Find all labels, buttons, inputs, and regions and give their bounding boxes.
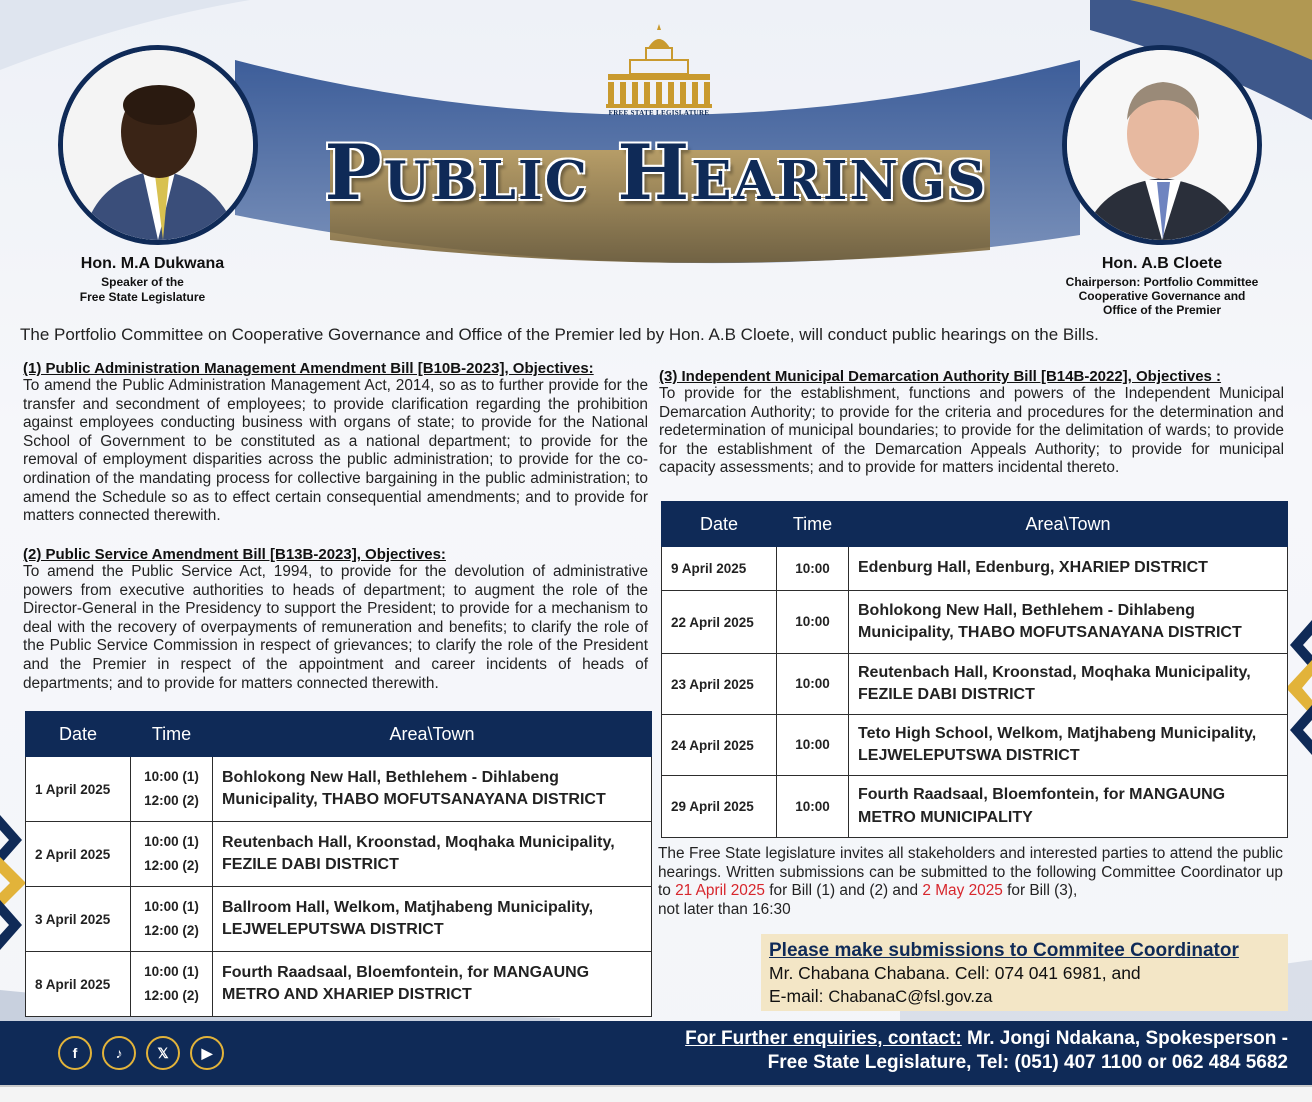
speaker-name: Hon. M.A Dukwana (80, 255, 225, 272)
cell-time (131, 757, 213, 822)
time-slot-2: 12:00 (2) (144, 988, 199, 1003)
legislature-crest-logo (600, 22, 718, 120)
x-icon[interactable]: 𝕏 (146, 1036, 180, 1070)
cell-date: 2 April 2025 (26, 822, 131, 887)
time-slot-1: 10:00 (1) (144, 964, 199, 979)
cell-time (131, 952, 213, 1017)
cell-time: 10:00 (777, 547, 849, 591)
bill-1-text: To amend the Public Administration Management Act, 2014, so as to further provide for the transfer and secondment of employees; to provide clarification regarding the prohibition against employees conducting business with organs of state; to provide for the National School of Government to be constituted as a national department; to provide for the removal of employment disparities across the public administration; to provide for the co-ordination of the mandating process for collective bargaining in the public administration; to amend the Schedule so as to effect certain consequential amendments; and to provide for matters connected therewith. (23, 377, 648, 525)
speaker-role-line1: Speaker of the (101, 275, 184, 289)
table-header-row (26, 712, 652, 757)
cell-area (213, 757, 652, 822)
cell-date: 23 April 2025 (662, 654, 777, 715)
area-line-2: FEZILE DABI DISTRICT (858, 686, 1035, 703)
bill-2-title: (2) Public Service Amendment Bill [B13B-2023], Objectives: (23, 546, 446, 563)
cell-area (213, 952, 652, 1017)
area-line-1: Reutenbach Hall, Kroonstad, Moqhaka Municipality, (858, 663, 1251, 681)
cell-time: 10:00 (777, 776, 849, 838)
time-slot-1: 10:00 (1) (144, 769, 199, 784)
table-row (26, 757, 652, 822)
cell-date: 1 April 2025 (26, 757, 131, 822)
table-row (26, 887, 652, 952)
crest-caption: FREE STATE LEGISLATURE (608, 109, 710, 117)
footer-contact-line-1 (685, 1028, 1288, 1050)
area-line-1: Ballroom Hall, Welkom, Matjhabeng Municipality, (222, 898, 594, 916)
facebook-icon[interactable]: f (58, 1036, 92, 1070)
cell-date: 8 April 2025 (26, 952, 131, 1017)
time-slot-1: 10:00 (1) (144, 899, 199, 914)
schedule-table-1 (25, 711, 652, 1017)
footer-strip (0, 1085, 1312, 1102)
area-line-2: LEJWELEPUTSWA DISTRICT (222, 921, 444, 938)
chairperson-role-line2: Cooperative Governance and (1078, 289, 1246, 303)
time-slot-2: 12:00 (2) (144, 793, 199, 808)
cell-area (213, 822, 652, 887)
tiktok-icon[interactable]: ♪ (102, 1036, 136, 1070)
cell-area (849, 591, 1288, 654)
area-line-1: Bohlokong New Hall, Bethlehem - Dihlabeng (222, 768, 559, 786)
area-line-1: Fourth Raadsaal, Bloemfontein, for MANGAUNG (858, 786, 1226, 803)
area-line-1: Fourth Raadsaal, Bloemfontein, for MANGAUNG (222, 963, 590, 981)
invitation-part-2: for Bill (1) and (2) and (764, 882, 923, 900)
footer-label: For Further enquiries, contact: (685, 1028, 962, 1049)
time-slot-2: 12:00 (2) (144, 858, 199, 873)
cell-time (131, 822, 213, 887)
header-area: Area\Town (213, 712, 652, 757)
header-area: Area\Town (849, 502, 1288, 547)
header-date: Date (662, 502, 777, 547)
bill-3-title: (3) Independent Municipal Demarcation Authority Bill [B14B-2022], Objectives : (659, 368, 1222, 385)
area-line-2: Municipality, THABO MOFUTSANAYANA DISTRICT (858, 624, 1242, 641)
header-time: Time (777, 502, 849, 547)
bill-2-section (23, 546, 648, 693)
time-slot-2: 12:00 (2) (144, 923, 199, 938)
invitation-part-1: The Free State legislature invites all stakeholders and interested parties to attend the public hearings. Written submissions can be submitted to the following Committee Coordinator up to (658, 845, 1283, 900)
cell-time (131, 887, 213, 952)
cell-area (849, 654, 1288, 715)
area-line-2: LEJWELEPUTSWA DISTRICT (858, 747, 1080, 764)
bill-2-text: To amend the Public Service Act, 1994, to provide for the devolution of administrative powers from executive authorities to heads of department; to augment the role of the Director-General in the Presidency to support the President; to provide for a mechanism to deal with the recovery of overpayments of remuneration and benefits; to clarify the role of the Public Service Commission in respect of grievances; to clarify the role of the President and the Premier in respect of the appointment and career incidents of heads of departments; and to provide for matters connected therewith. (23, 563, 648, 692)
bill-1-section (23, 360, 648, 526)
coordinator-contact: Mr. Chabana Chabana. Cell: 074 041 6981, and (769, 963, 1141, 983)
header-date: Date (26, 712, 131, 757)
cell-date: 3 April 2025 (26, 887, 131, 952)
time-slot-1: 10:00 (1) (144, 834, 199, 849)
area-line-1: Teto High School, Welkom, Matjhabeng Municipality, (858, 724, 1257, 742)
table-row (662, 654, 1288, 715)
table-row (26, 822, 652, 887)
bill-3-section (659, 368, 1284, 478)
area-line-2: Municipality, THABO MOFUTSANAYANA DISTRICT (222, 791, 606, 808)
chairperson-role-line1: Chairperson: Portfolio Committee (1065, 275, 1259, 289)
cell-date: 9 April 2025 (662, 547, 777, 591)
invitation-part-4: not later than 16:30 (658, 900, 791, 918)
schedule-table-2 (661, 501, 1288, 838)
table-row (662, 591, 1288, 654)
invitation-part-3: for Bill (3), (1002, 882, 1078, 900)
table-row (662, 715, 1288, 776)
cell-time: 10:00 (777, 591, 849, 654)
footer-spokesperson: Mr. Jongi Ndakana, Spokesperson - (961, 1028, 1288, 1049)
area-line-1: Reutenbach Hall, Kroonstad, Moqhaka Municipality, (222, 833, 615, 851)
deadline-bill-1-2: 21 April 2025 (675, 882, 765, 900)
area-line-1: Bohlokong New Hall, Bethlehem - Dihlabeng (858, 601, 1195, 619)
portrait-speaker (58, 45, 258, 245)
area-line-1: Edenburg Hall, Edenburg, XHARIEP DISTRICT (858, 559, 1208, 577)
header-time: Time (131, 712, 213, 757)
cell-area (213, 887, 652, 952)
bill-1-title: (1) Public Administration Management Amendment Bill [B10B-2023], Objectives: (23, 360, 594, 377)
table-row (662, 547, 1288, 591)
chairperson-role-line3: Office of the Premier (1102, 303, 1222, 317)
intro-text: The Portfolio Committee on Cooperative Governance and Office of the Premier led by Hon. A.B Cloete, will conduct public hearings on the Bills. (20, 325, 1099, 344)
bill-3-text: To provide for the establishment, functions and powers of the Independent Municipal Demarcation Authority; to provide for the criteria and procedures for the determination and redetermination of municipal boundaries; to provide for the delimitation of wards; to provide for the establishment of the Demarcation Appeals Authority; to provide for municipal capacity assessments; and to provide for matters incidental thereto. (659, 385, 1284, 477)
table-row (26, 952, 652, 1017)
area-line-2: METRO AND XHARIEP DISTRICT (222, 986, 472, 1003)
coordinator-email[interactable]: ChabanaC@fsl.gov.za (828, 988, 993, 1006)
submissions-heading: Please make submissions to Commitee Coordinator (769, 940, 1239, 961)
coordinator-email-line (769, 986, 992, 1007)
cell-area (849, 547, 1288, 591)
cell-area (849, 776, 1288, 838)
table-row (662, 776, 1288, 838)
page-title: Public Hearings (324, 128, 988, 217)
cell-date: 22 April 2025 (662, 591, 777, 654)
invitation-text (658, 845, 1283, 919)
portrait-chairperson (1062, 45, 1262, 245)
cell-time: 10:00 (777, 715, 849, 776)
area-line-2: METRO MUNICIPALITY (858, 808, 1033, 826)
area-line-2: FEZILE DABI DISTRICT (222, 856, 399, 873)
footer-contact-line-2: Free State Legislature, Tel: (051) 407 1100 or 062 484 5682 (767, 1052, 1288, 1073)
chairperson-name: Hon. A.B Cloete (1101, 255, 1223, 272)
cell-date: 29 April 2025 (662, 776, 777, 838)
deadline-bill-3: 2 May 2025 (922, 882, 1003, 900)
cell-time: 10:00 (777, 654, 849, 715)
cell-date: 24 April 2025 (662, 715, 777, 776)
cell-area (849, 715, 1288, 776)
youtube-icon[interactable]: ▶ (190, 1036, 224, 1070)
table-header-row (662, 502, 1288, 547)
email-label: E-mail: (769, 986, 829, 1006)
speaker-role-line2: Free State Legislature (79, 290, 206, 304)
